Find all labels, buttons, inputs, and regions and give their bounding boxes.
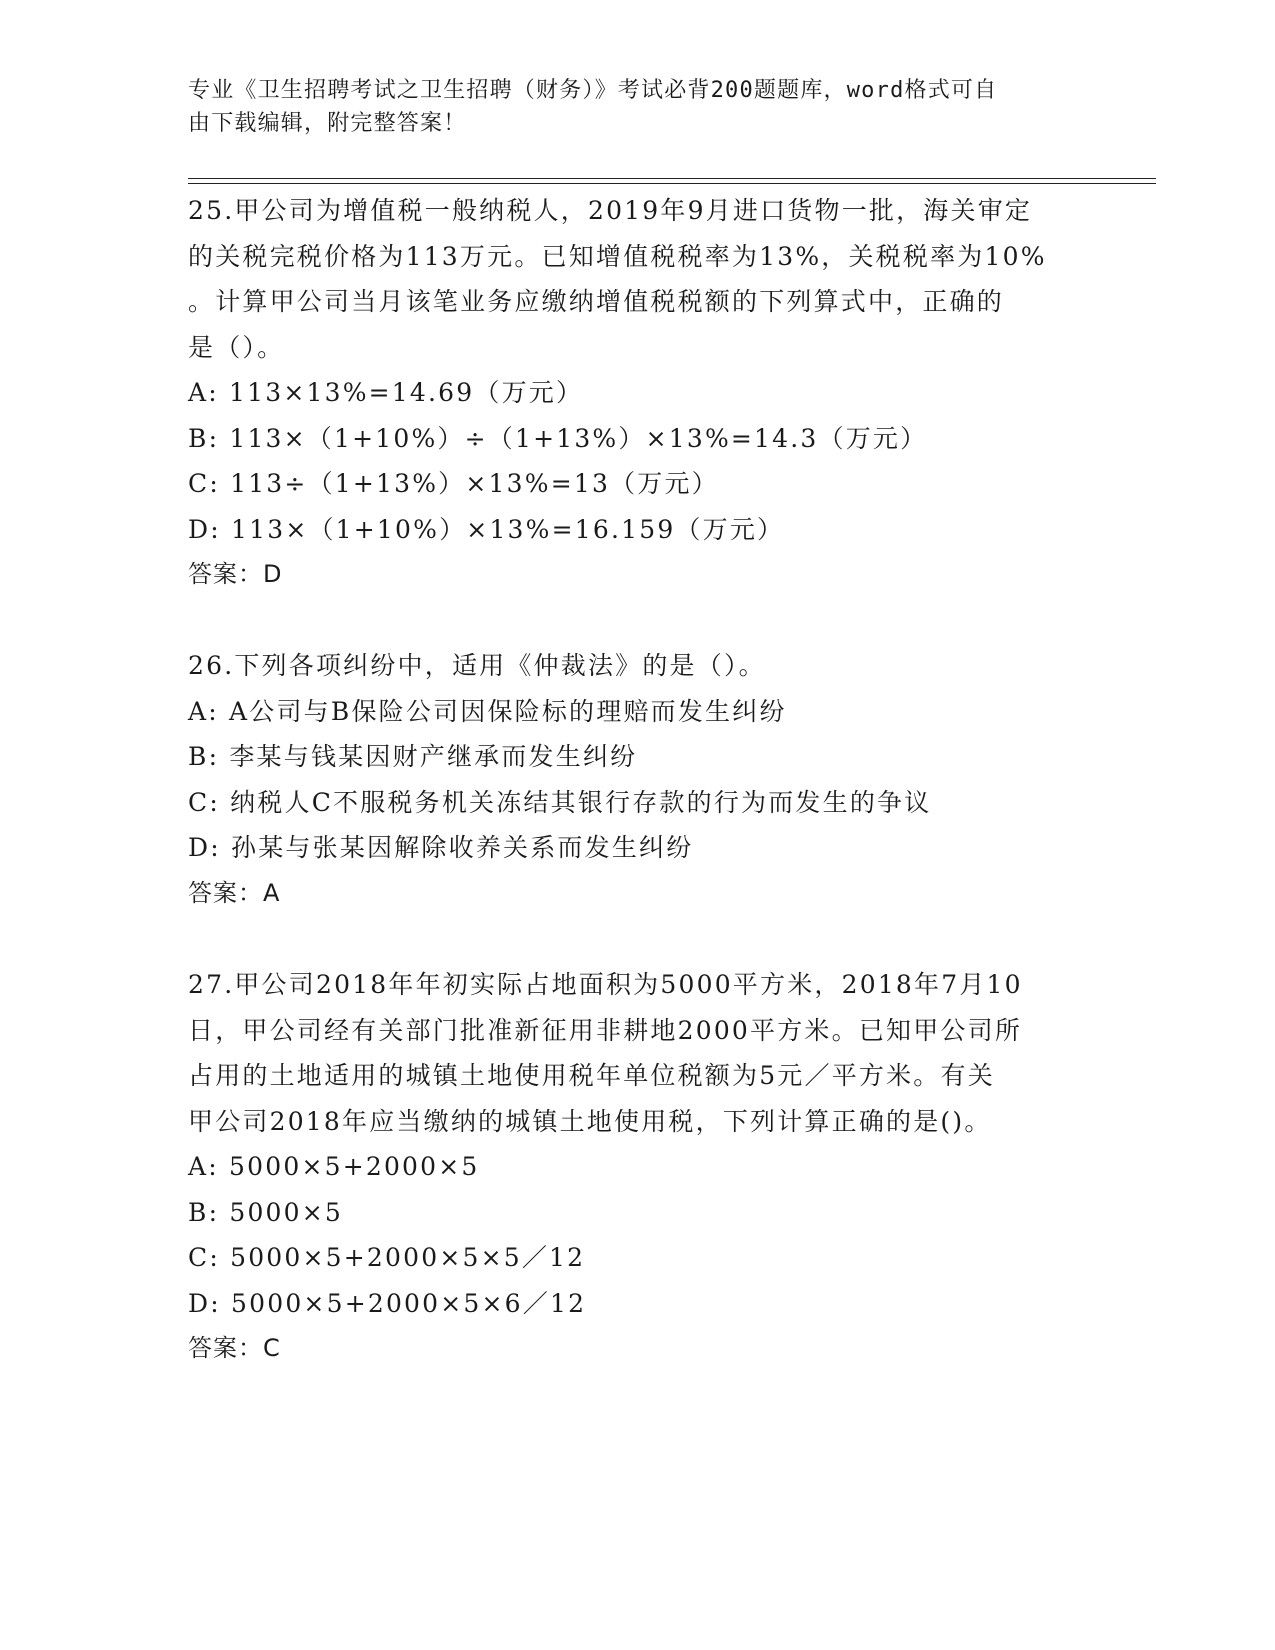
question-stem-line: 。计算甲公司当月该笔业务应缴纳增值税税额的下列算式中，正确的: [188, 287, 1005, 316]
option-a: A: 5000×5+2000×5: [188, 1152, 480, 1181]
question-stem-line: 的关税完税价格为113万元。已知增值税税率为13%，关税税率为10%: [188, 241, 1047, 271]
header-line-1: 专业《卫生招聘考试之卫生招聘（财务）》考试必背200题题库，word格式可自: [188, 78, 998, 103]
question-25: [188, 188, 1088, 598]
option-d: D: 5000×5+2000×5×6／12: [188, 1288, 587, 1318]
question-27: [188, 962, 1088, 1372]
option-b: B: 5000×5: [188, 1197, 344, 1227]
answer-label: 答案：D: [188, 560, 283, 588]
question-stem-line: 25.甲公司为增值税一般纳税人，2019年9月进口货物一批，海关审定: [188, 196, 1033, 225]
option-a: A: A公司与B保险公司因保险标的理赔而发生纠纷: [188, 696, 787, 726]
header-divider-bottom: [188, 183, 1156, 184]
option-d: D: 孙某与张某因解除收养关系而发生纠纷: [188, 833, 694, 862]
option-b: B: 113×（1+10%）÷（1+13%）×13%=14.3（万元）: [188, 423, 928, 453]
header-divider-top: [188, 178, 1156, 179]
question-stem-line: 日，甲公司经有关部门批准新征用非耕地2000平方米。已知甲公司所: [188, 1015, 1023, 1045]
option-c: C: 113÷（1+13%）×13%=13（万元）: [188, 469, 719, 498]
document-header: [188, 74, 1088, 140]
question-stem-line: 占用的土地适用的城镇土地使用税年单位税额为5元／平方米。有关: [188, 1061, 995, 1090]
option-c: C: 5000×5+2000×5×5／12: [188, 1243, 586, 1272]
question-stem-line: 26.下列各项纠纷中，适用《仲裁法》的是（）。: [188, 651, 766, 680]
header-line-2: 由下载编辑，附完整答案！: [188, 111, 467, 136]
question-stem-line: 是（）。: [188, 332, 285, 362]
option-b: B: 李某与钱某因财产继承而发生纠纷: [188, 742, 638, 771]
question-stem-line: 27.甲公司2018年年初实际占地面积为5000平方米，2018年7月10: [188, 970, 1023, 999]
question-stem-line: 甲公司2018年应当缴纳的城镇土地使用税，下列计算正确的是()。: [188, 1106, 992, 1136]
option-d: D: 113×（1+10%）×13%=16.159（万元）: [188, 514, 785, 544]
answer-label: 答案：C: [188, 1334, 281, 1362]
answer-label: 答案：A: [188, 878, 281, 907]
option-c: C: 纳税人C不服税务机关冻结其银行存款的行为而发生的争议: [188, 787, 932, 817]
option-a: A: 113×13%=14.69（万元）: [188, 378, 584, 407]
question-26: [188, 643, 1088, 916]
